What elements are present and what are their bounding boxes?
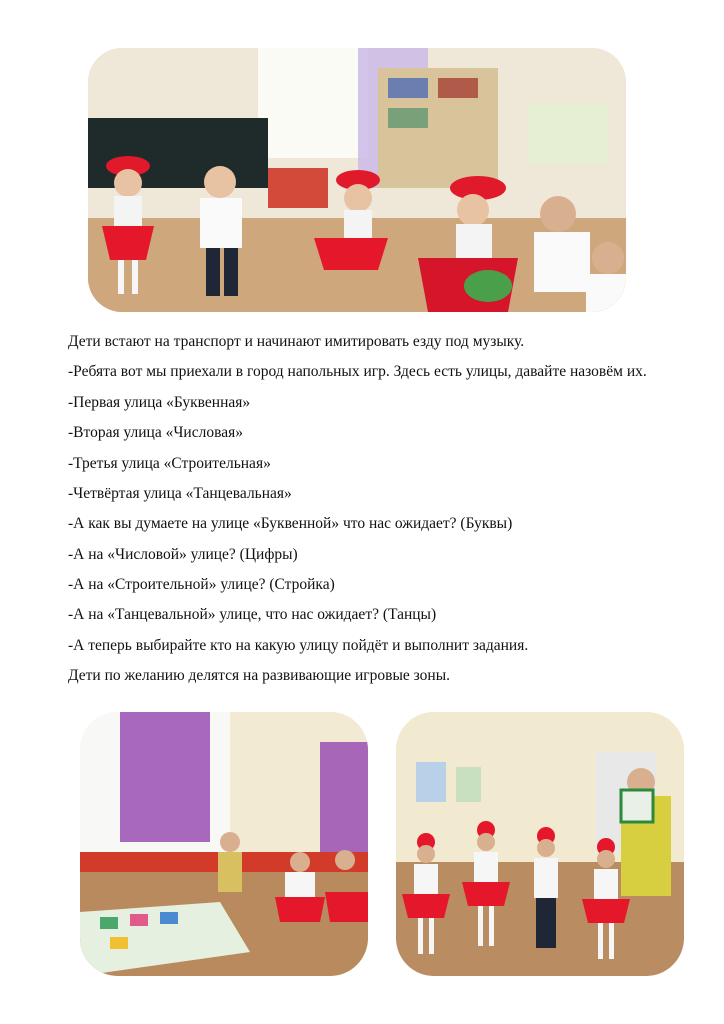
photo-classroom-left (80, 712, 368, 976)
paragraph: -А теперь выбирайте кто на какую улицу пойдёт и выполнит задания. (68, 636, 529, 654)
paragraph: -А на «Танцевальной» улице, что нас ожидает? (Танцы) (68, 606, 437, 624)
paragraph: -Вторая улица «Числовая» (68, 424, 243, 442)
paragraph: -Первая улица «Буквенная» (68, 393, 251, 411)
paragraph: Дети по желанию делятся на развивающие игровые зоны. (68, 667, 451, 685)
paragraph: -Четвёртая улица «Танцевальная» (68, 484, 292, 502)
photo-dancing-right (396, 712, 684, 976)
paragraph: Дети встают на транспорт и начинают имитировать езду под музыку. (68, 333, 525, 350)
paragraph: -Третья улица «Строительная» (68, 454, 271, 472)
document-text (68, 332, 688, 697)
paragraph: -А на «Числовой» улице? (Цифры) (68, 545, 298, 563)
paragraph: -А на «Строительной» улице? (Стройка) (68, 576, 335, 593)
paragraph: -Ребята вот мы приехали в город напольных игр. Здесь есть улицы, давайте назовём их. (68, 363, 647, 381)
paragraph: -А как вы думаете на улице «Буквенной» что нас ожидает? (Буквы) (68, 515, 513, 533)
photo-children-top (88, 48, 626, 312)
